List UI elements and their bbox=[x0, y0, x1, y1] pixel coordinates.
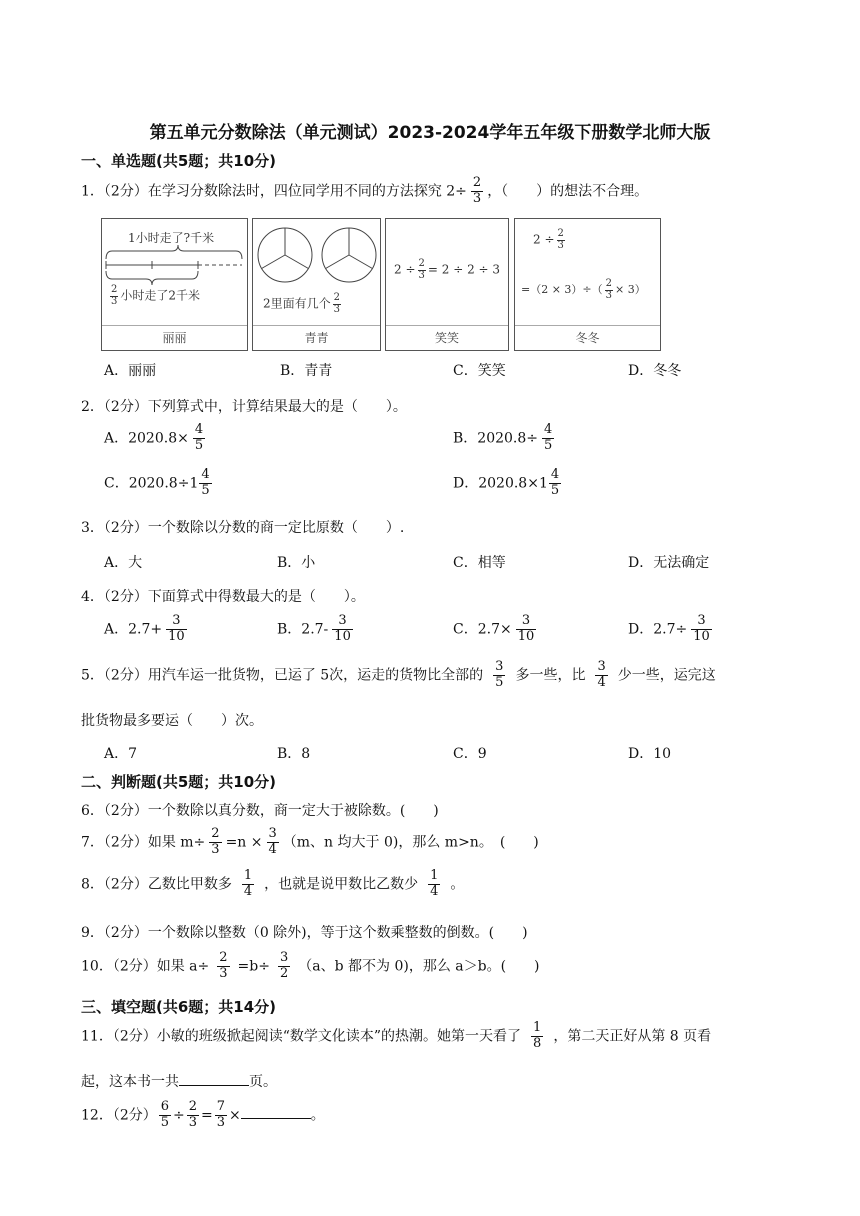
question-5-stem: 5．（2分）用汽车运一批货物，已运了 5次，运走的货物比全部的 $\frac{3}{5}$ 多一些，比 $\frac{3}{4}$ 少一些，运完这 bbox=[81, 659, 716, 690]
fraction: $\frac{2}{3}$ bbox=[472, 175, 482, 206]
question-4-stem: 4．（2分）下面算式中得数最大的是（ ）。 bbox=[81, 589, 365, 605]
section-heading-fill-blank: 三、填空题(共6题；共14分) bbox=[81, 998, 277, 1016]
q2-option-c[interactable]: C．2020.8÷1 $\frac{4}{5}$ bbox=[104, 467, 210, 498]
q5-option-a[interactable]: A．7 bbox=[104, 746, 138, 762]
q1-option-a[interactable]: A．丽丽 bbox=[104, 363, 157, 379]
question-5-stem-line2: 批货物最多要运（ ）次。 bbox=[81, 713, 263, 729]
q1-option-b[interactable]: B．青青 bbox=[280, 363, 333, 379]
q4-option-b[interactable]: B．2.7- $\frac{3}{10}$ bbox=[277, 613, 351, 644]
question-2-stem: 2．（2分）下列算式中，计算结果最大的是（ ）。 bbox=[81, 399, 407, 415]
number-line-diagram bbox=[102, 219, 249, 329]
question-8-stem: 8．（2分）乙数比甲数多 $\frac{1}{4}$ ，也就是说甲数比乙数少 $\frac{1}{4}$ 。 bbox=[81, 868, 465, 899]
figure-panel-qingqing: 2里面有几个 $\frac{2}{3}$ 青青 bbox=[252, 218, 381, 351]
question-12-stem: 12．（2分） $\frac{6}{5}$ ÷ $\frac{2}{3}$ = $\frac{7}{3}$ × 。 bbox=[81, 1099, 325, 1130]
question-7-stem: 7．（2分）如果 m÷ $\frac{2}{3}$ =n × $\frac{3}{4}$ （m、n 均大于 0)，那么 m>n。 ( ) bbox=[81, 826, 539, 857]
question-11-stem: 11．（2分）小敏的班级掀起阅读“数学文化读本”的热潮。她第一天看了 $\frac{1}{8}$ ，第二天正好从第 8 页看 bbox=[81, 1020, 712, 1051]
section-heading-true-false: 二、判断题(共5题；共10分) bbox=[81, 773, 277, 791]
panel-caption: 青青 bbox=[253, 325, 380, 350]
figure-panel-dongdong: 2 ÷ $\frac{2}{3}$ =（2 × 3）÷（ $\frac{2}{3}$ × 3） 冬冬 bbox=[514, 218, 661, 351]
circle-thirds-diagram bbox=[253, 219, 382, 289]
q3-option-d[interactable]: D．无法确定 bbox=[628, 555, 710, 571]
q2-option-d[interactable]: D．2020.8×1 $\frac{4}{5}$ bbox=[453, 467, 560, 498]
question-3-stem: 3．（2分）一个数除以分数的商一定比原数（ ）. bbox=[81, 520, 405, 536]
q5-option-b[interactable]: B．8 bbox=[277, 746, 311, 762]
figure-panel-xiaoxiao: 2 ÷ $\frac{2}{3}$ = 2 ÷ 2 ÷ 3 笑笑 bbox=[385, 218, 509, 351]
question-1-stem: 1．（2分）在学习分数除法时，四位同学用不同的方法探究 2÷ $\frac{2}{3}$ ，（ ）的想法不合理。 bbox=[81, 175, 649, 206]
panel-caption: 丽丽 bbox=[102, 325, 247, 350]
q5-option-c[interactable]: C．9 bbox=[453, 746, 487, 762]
figure-panel-lili: 1小时走了?千米 $\frac{2}{3}$ 小时走了2千米 丽丽 bbox=[101, 218, 248, 351]
q2-option-a[interactable]: A．2020.8× $\frac{4}{5}$ bbox=[104, 422, 204, 453]
q2-option-b[interactable]: B．2020.8÷ $\frac{4}{5}$ bbox=[453, 422, 553, 453]
question-6-stem: 6．（2分）一个数除以真分数，商一定大于被除数。( ) bbox=[81, 803, 439, 819]
question-9-stem: 9．（2分）一个数除以整数（0 除外)，等于这个数乘整数的倒数。( ) bbox=[81, 925, 528, 941]
answer-blank[interactable] bbox=[241, 1106, 311, 1119]
panel-caption: 冬冬 bbox=[515, 325, 660, 350]
question-10-stem: 10．（2分）如果 a÷ $\frac{2}{3}$ =b÷ $\frac{3}{2}$ （a、b 都不为 0)，那么 a＞b。( ) bbox=[81, 950, 540, 981]
q1-option-c[interactable]: C．笑笑 bbox=[453, 363, 506, 379]
q4-option-c[interactable]: C．2.7× $\frac{3}{10}$ bbox=[453, 613, 535, 644]
q3-option-c[interactable]: C．相等 bbox=[453, 555, 506, 571]
q3-option-a[interactable]: A．大 bbox=[104, 555, 143, 571]
section-heading-single-choice: 一、单选题(共5题；共10分) bbox=[81, 152, 277, 170]
page-title: 第五单元分数除法（单元测试）2023-2024学年五年级下册数学北师大版 bbox=[149, 123, 711, 143]
question-11-stem-line2: 起，这本书一共 页。 bbox=[81, 1074, 277, 1090]
q4-option-d[interactable]: D．2.7÷ $\frac{3}{10}$ bbox=[628, 613, 710, 644]
q4-option-a[interactable]: A．2.7+ $\frac{3}{10}$ bbox=[104, 613, 185, 644]
q5-option-d[interactable]: D．10 bbox=[628, 746, 672, 762]
q1-option-d[interactable]: D．冬冬 bbox=[628, 363, 682, 379]
answer-blank[interactable] bbox=[179, 1073, 249, 1086]
q3-option-b[interactable]: B．小 bbox=[277, 555, 316, 571]
panel-caption: 笑笑 bbox=[386, 325, 508, 350]
